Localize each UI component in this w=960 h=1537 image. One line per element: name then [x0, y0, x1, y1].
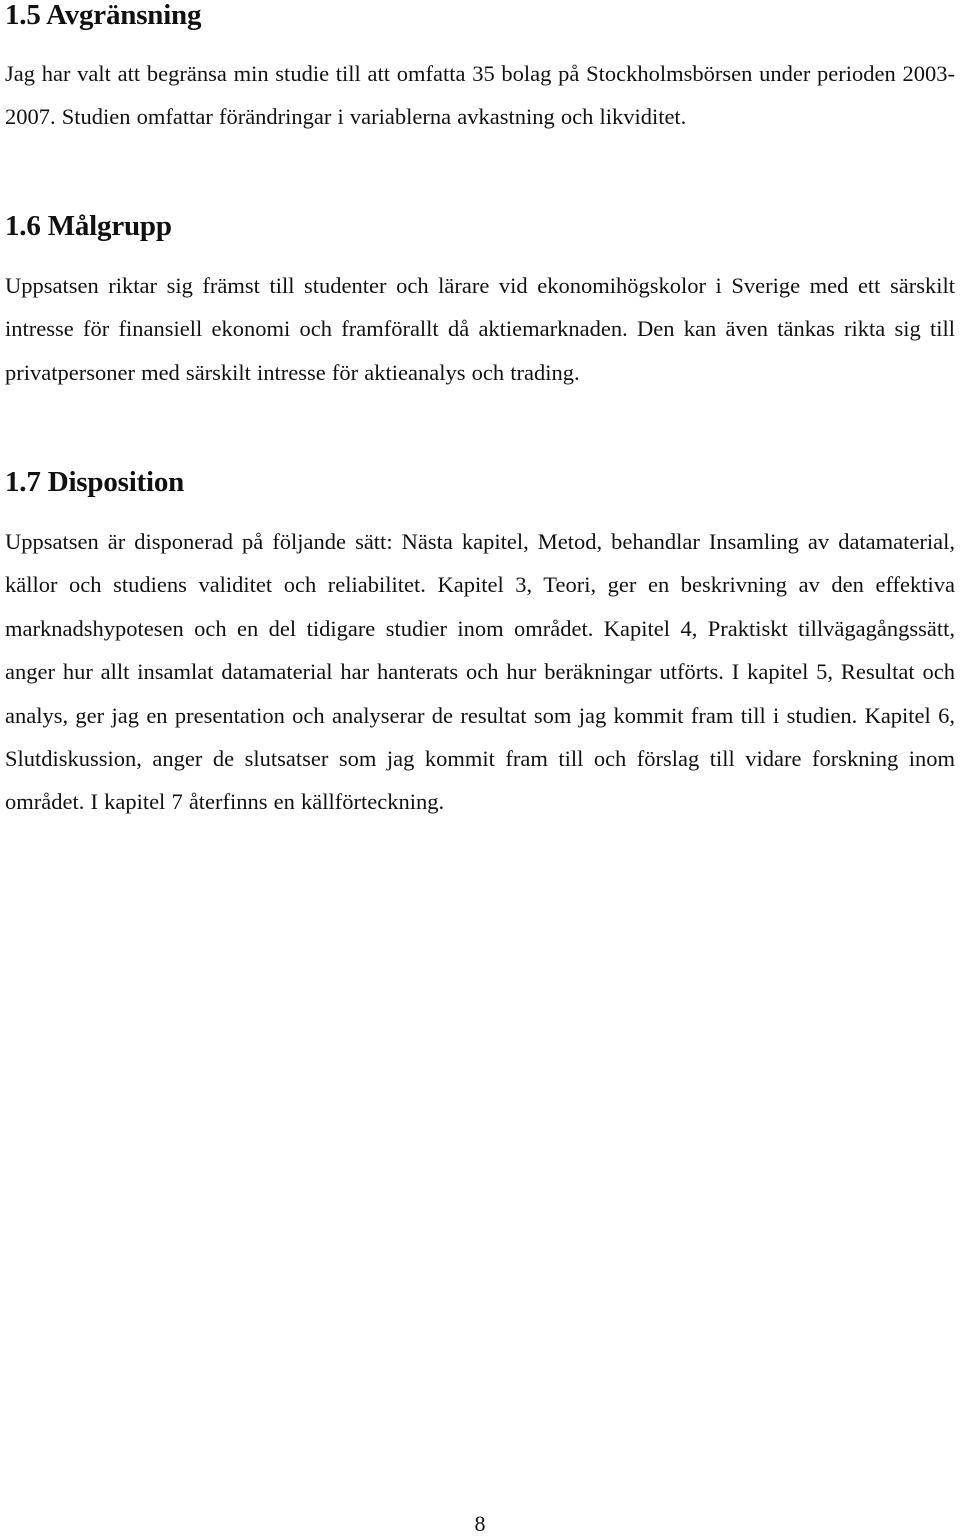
page-number: 8 [474, 1511, 486, 1536]
section-heading: 1.5 Avgränsning [5, 0, 202, 31]
section-disposition [5, 467, 955, 824]
section-heading: 1.6 Målgrupp [5, 210, 172, 242]
section-paragraph: Uppsatsen riktar sig främst till studenter och lärare vid ekonomihögskolor i Sverige med ett särskilt intresse för finansiell ekonomi och framförallt då aktiemarknaden. Den kan även tänkas rikta sig till privatpersoner med särskilt intresse för aktieanalys och trading. [5, 273, 955, 385]
section-avgransning [5, 0, 955, 139]
section-malgrupp [5, 211, 955, 394]
section-paragraph: Uppsatsen är disponerad på följande sätt: Nästa kapitel, Metod, behandlar Insamling av datamaterial, källor och studiens validitet och reliabilitet. Kapitel 3, Teori, ger en beskrivning av den effektiva marknadshypotesen och en del tidigare studier inom området. Kapitel 4, Praktiskt tillvägagångssätt, anger hur allt insamlat datamaterial har hanterats och hur beräkningar utförts. I kapitel 5, Resultat och analys, ger jag en presentation och analyserar de resultat som jag kommit fram till i studien. Kapitel 6, Slutdiskussion, anger de slutsatser som jag kommit fram till och förslag till vidare forskning inom området. I kapitel 7 återfinns en källförteckning. [5, 529, 955, 815]
section-heading: 1.7 Disposition [5, 466, 185, 498]
section-paragraph: Jag har valt att begränsa min studie till att omfatta 35 bolag på Stockholmsbörsen under perioden 2003-2007. Studien omfattar förändringar i variablerna avkastning och likviditet. [5, 61, 955, 130]
